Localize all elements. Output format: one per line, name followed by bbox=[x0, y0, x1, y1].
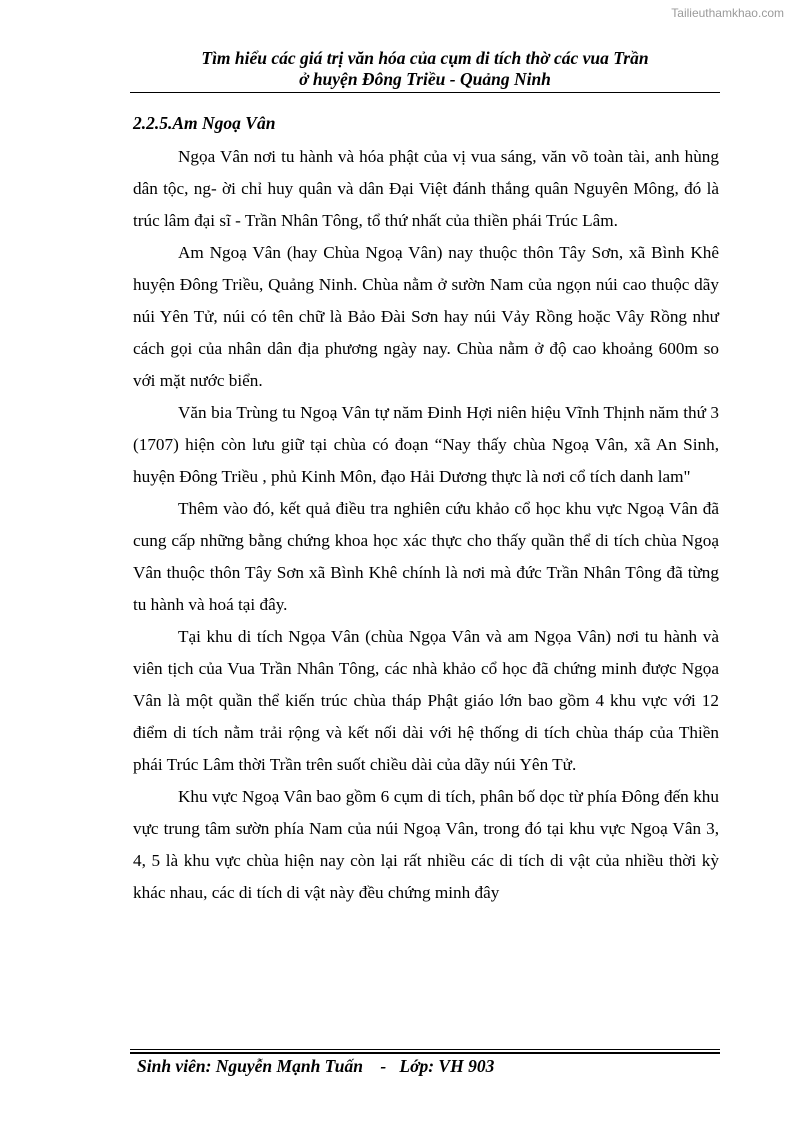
header-line-1: Tìm hiểu các giá trị văn hóa của cụm di tích thờ các vua Trần bbox=[201, 48, 649, 68]
paragraph-5: Tại khu di tích Ngọa Vân (chùa Ngọa Vân và am Ngọa Vân) nơi tu hành và viên tịch của Vua Trần Nhân Tông, các nhà khảo cổ học đã chứng minh được Ngọa Vân là một quần thể kiến trúc chùa tháp Phật giáo lớn bao gồm 4 khu vực với 12 điểm di tích nằm trải rộng và kết nối dài với hệ thống di tích chùa tháp của Thiền phái Trúc Lâm thời Trần trên suốt chiều dài của dãy núi Yên Tử. bbox=[133, 627, 719, 774]
watermark: Tailieuthamkhao.com bbox=[671, 6, 784, 20]
footer-divider-thin bbox=[130, 1049, 720, 1050]
page-header bbox=[130, 48, 720, 90]
header-line-2: ở huyện Đông Triều - Quảng Ninh bbox=[299, 69, 551, 89]
paragraph-2: Am Ngoạ Vân (hay Chùa Ngoạ Vân) nay thuộc thôn Tây Sơn, xã Bình Khê huyện Đông Triều, Quảng Ninh. Chùa nằm ở sườn Nam của ngọn núi cao thuộc dãy núi Yên Tử, núi có tên chữ là Bảo Đài Sơn hay núi Vảy Rồng hoặc Vây Rồng như cách gọi của nhân dân địa phương ngày nay. Chùa nằm ở độ cao khoảng 600m so với mặt nước biển. bbox=[133, 243, 719, 390]
paragraph-3: Văn bia Trùng tu Ngoạ Vân tự năm Đinh Hợi niên hiệu Vĩnh Thịnh năm thứ 3 (1707) hiện còn lưu giữ tại chùa có đoạn “Nay thấy chùa Ngoạ Vân, xã An Sinh, huyện Đông Triều , phủ Kinh Môn, đạo Hải Dương thực là nơi cổ tích danh lam" bbox=[133, 403, 719, 486]
page-footer: Sinh viên: Nguyễn Mạnh Tuấn - Lớp: VH 903 bbox=[137, 1056, 495, 1076]
section-title: 2.2.5.Am Ngoạ Vân bbox=[133, 113, 276, 133]
header-divider bbox=[130, 92, 720, 93]
paragraph-6: Khu vực Ngoạ Vân bao gồm 6 cụm di tích, phân bố dọc từ phía Đông đến khu vực trung tâm sườn phía Nam của núi Ngoạ Vân, trong đó tại khu vực Ngoạ Vân 3, 4, 5 là khu vực chùa hiện nay còn lại rất nhiều các di tích di vật của nhiều thời kỳ khác nhau, các di tích di vật này đều chứng minh đây bbox=[133, 787, 719, 902]
paragraph-4: Thêm vào đó, kết quả điều tra nghiên cứu khảo cổ học khu vực Ngoạ Vân đã cung cấp những bằng chứng khoa học xác thực cho thấy quần thể di tích chùa Ngoạ Vân thuộc thôn Tây Sơn xã Bình Khê chính là nơi mà đức Trần Nhân Tông đã từng tu hành và hoá tại đây. bbox=[133, 499, 719, 614]
paragraph-1: Ngọa Vân nơi tu hành và hóa phật của vị vua sáng, văn võ toàn tài, anh hùng dân tộc, ng- ời chỉ huy quân và dân Đại Việt đánh thắng quân Nguyên Mông, đó là trúc lâm đại sĩ - Trần Nhân Tông, tổ thứ nhất của thiền phái Trúc Lâm. bbox=[133, 147, 719, 230]
footer-divider-thick bbox=[130, 1052, 720, 1054]
body-text bbox=[133, 141, 719, 909]
